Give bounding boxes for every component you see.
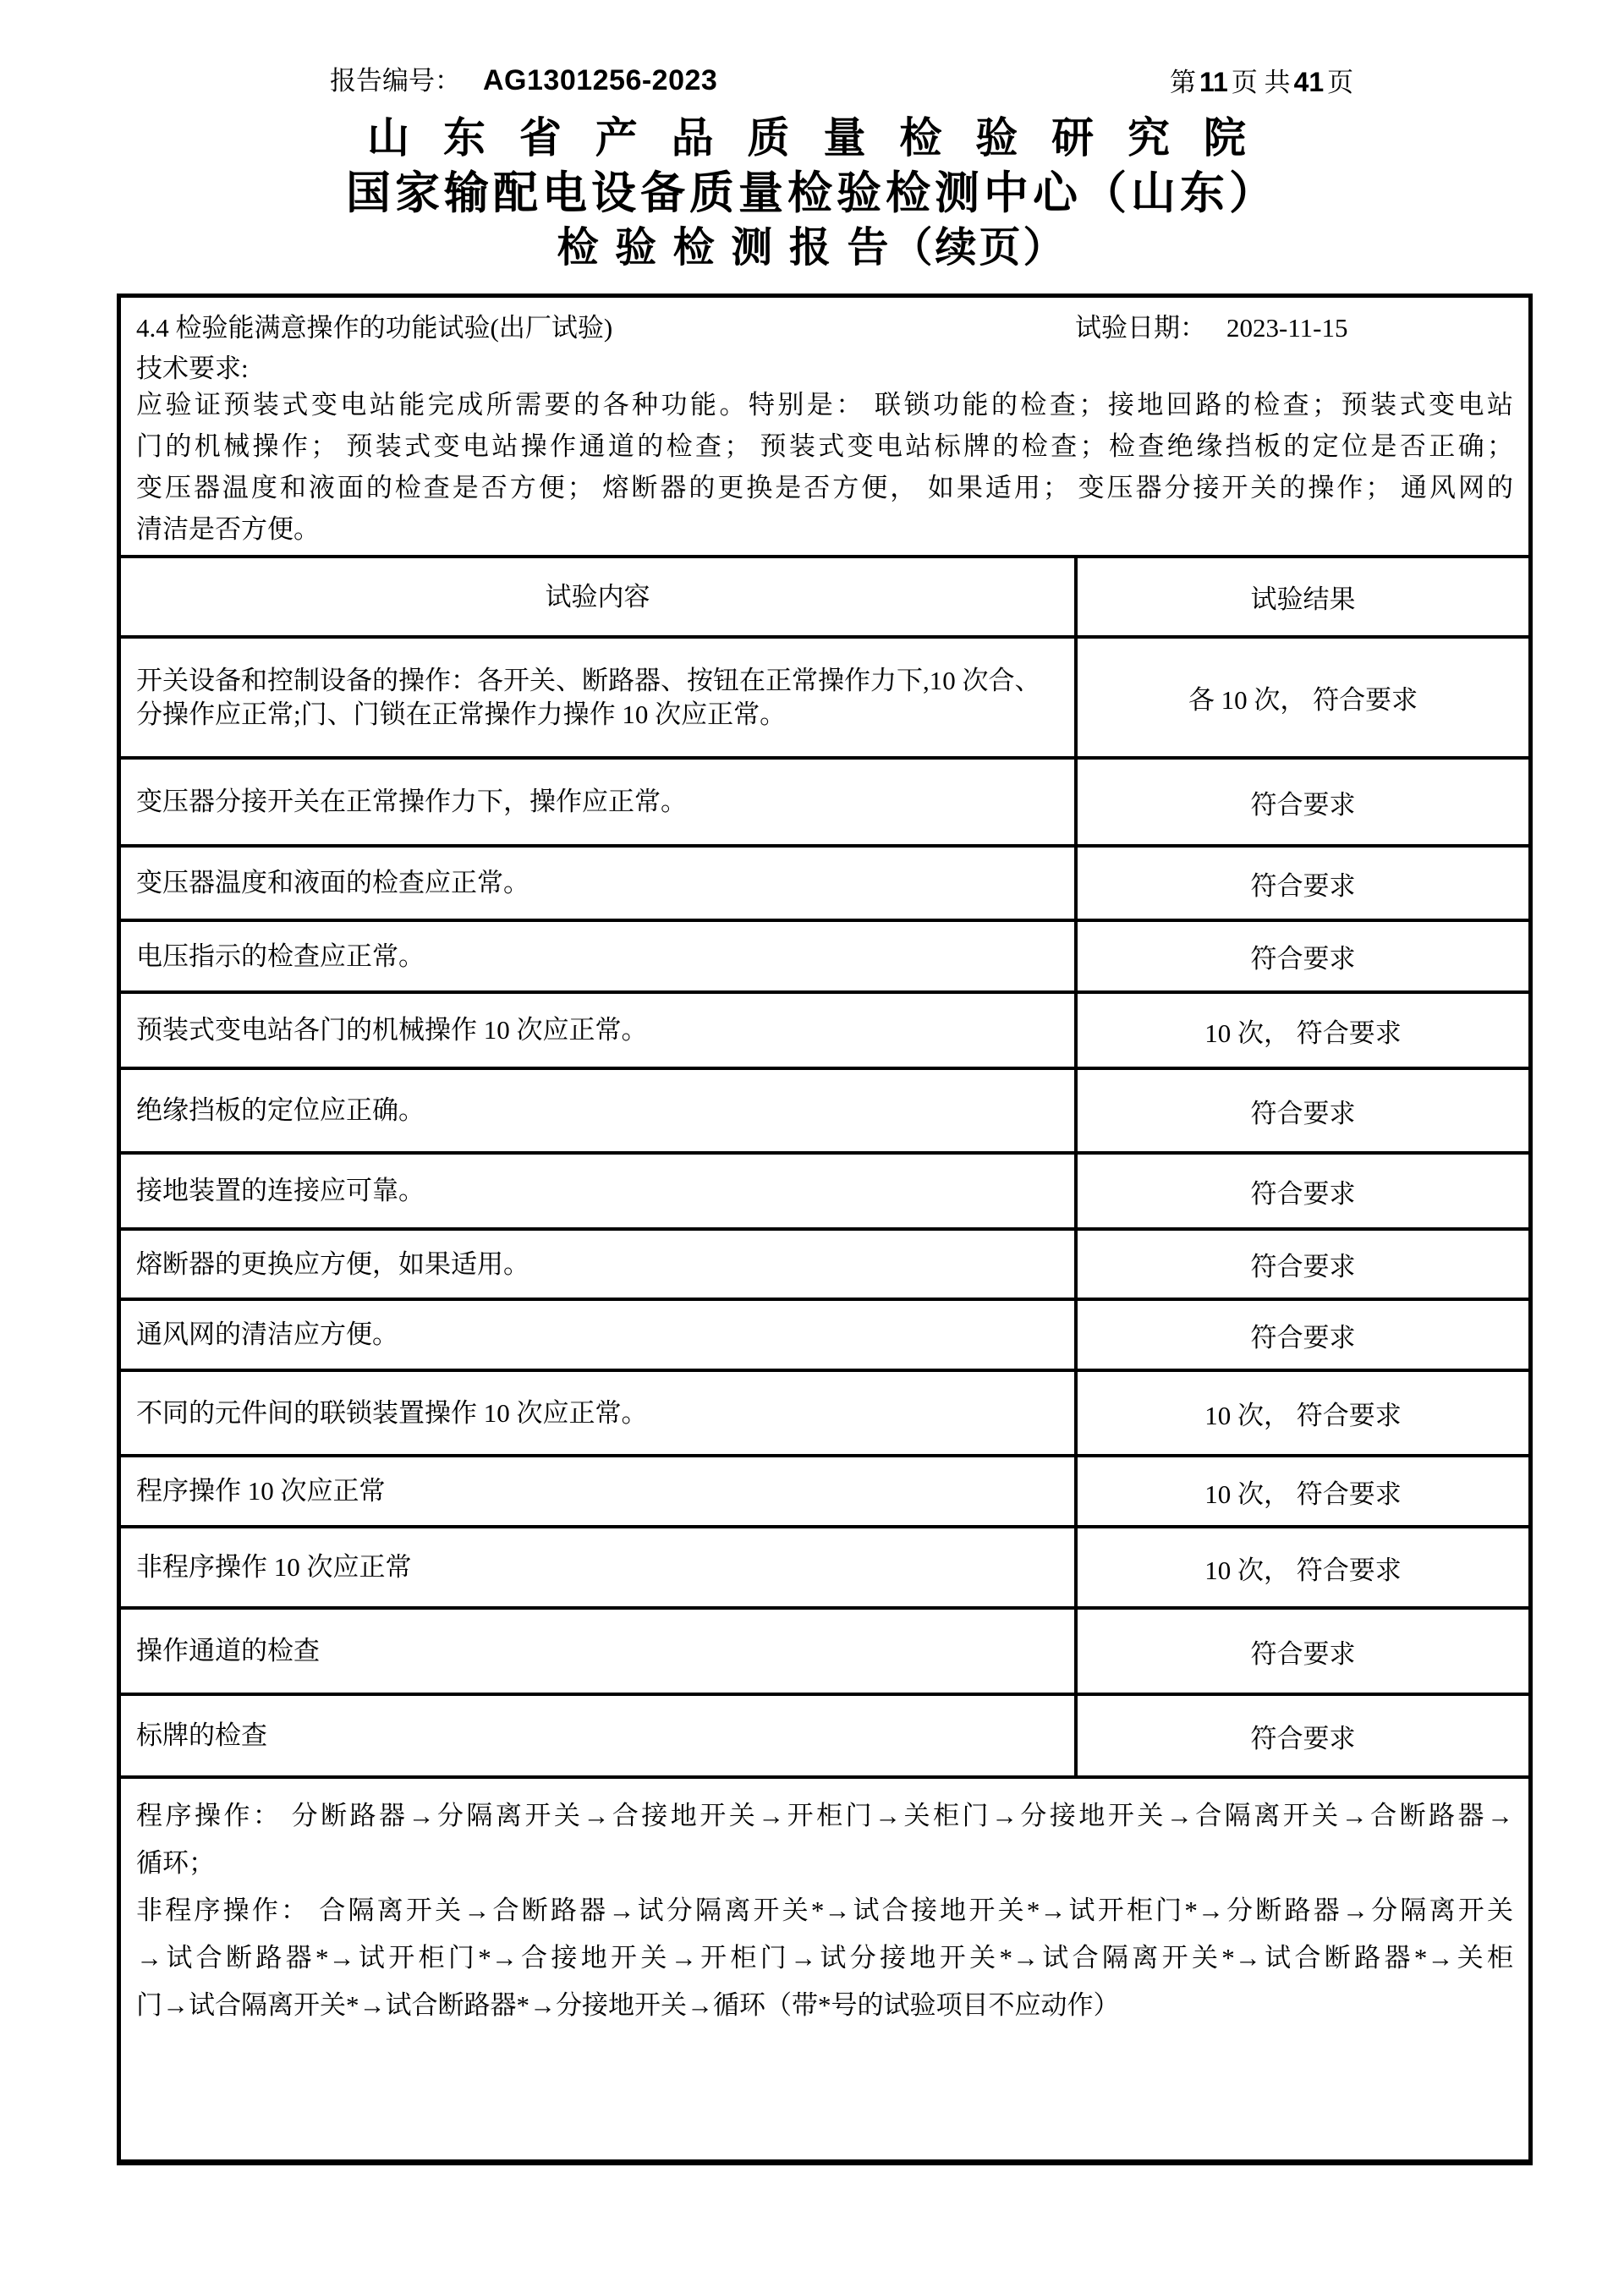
test-result-cell: 符合要求: [1250, 1638, 1356, 1669]
test-content-cell: 开关设备和控制设备的操作：各开关、断路器、按钮在正常操作力下,10 次合、分操作应正常;门、门锁在正常操作力操作 10 次应正常。: [121, 639, 1078, 756]
institute-name: 山 东 省 产 品 质 量 检 验 研 究 院: [367, 114, 1257, 162]
test-result-cell: 10 次， 符合要求: [1204, 1401, 1402, 1430]
test-content-cell: 标牌的检查: [121, 1696, 1078, 1775]
test-result-cell: 各 10 次， 符合要求: [1188, 685, 1418, 715]
tech-req-line: 门的机械操作； 预装式变电站操作通道的检查； 预装式变电站标牌的检查；检查绝缘挡板的定位是否正确；: [136, 431, 1513, 461]
test-date-label: 试验日期：: [1075, 313, 1206, 343]
page-number-line: [1170, 61, 1353, 99]
test-content-cell: 不同的元件间的联锁装置操作 10 次应正常。: [121, 1372, 1078, 1454]
page-mid: 页 共: [1231, 68, 1291, 97]
test-content-cell: 变压器温度和液面的检查应正常。: [121, 848, 1078, 919]
test-content-cell: 电压指示的检查应正常。: [121, 922, 1078, 990]
tech-req-line: 应验证预装式变电站能完成所需要的各种功能。特别是： 联锁功能的检查；接地回路的检查；预装式变电站: [136, 390, 1513, 420]
test-content-cell: 程序操作 10 次应正常: [121, 1457, 1078, 1525]
table-row: [121, 1693, 1528, 1775]
test-result-cell: 符合要求: [1250, 1252, 1356, 1281]
tech-req-line: 变压器温度和液面的检查是否方便； 熔断器的更换是否方便， 如果适用； 变压器分接开关的操作； 通风网的: [136, 473, 1513, 502]
table-row: [121, 1454, 1528, 1525]
test-content-cell: 通风网的清洁应方便。: [121, 1301, 1078, 1369]
table-row: [121, 1525, 1528, 1606]
column-header-result: 试验结果: [1250, 584, 1356, 614]
table-row: [121, 1227, 1528, 1298]
column-header-content: 试验内容: [121, 558, 1078, 635]
table-row: [121, 1606, 1528, 1693]
test-result-cell: 10 次， 符合要求: [1204, 1479, 1402, 1509]
table-row: [121, 1067, 1528, 1151]
page-prefix: 第: [1170, 68, 1196, 97]
procedure-operation-line: 程序操作： 分断路器→分隔离开关→合接地开关→开柜门→关柜门→分接地开关→合隔离开关→合断路器→: [136, 1801, 1513, 1830]
report-type-title: 检 验 检 测 报 告（续页）: [557, 225, 1067, 271]
table-row: [121, 1151, 1528, 1227]
test-content-cell: 绝缘挡板的定位应正确。: [121, 1070, 1078, 1151]
table-row: [121, 635, 1528, 756]
test-date-line: [1075, 306, 1348, 344]
test-result-cell: 符合要求: [1250, 944, 1356, 974]
page-total: 41: [1293, 67, 1325, 97]
test-result-cell: 符合要求: [1250, 870, 1356, 901]
test-result-cell: 符合要求: [1250, 1322, 1356, 1352]
test-content-cell: 操作通道的检查: [121, 1610, 1078, 1693]
report-number-line: [330, 59, 717, 97]
test-content-cell: 熔断器的更换应方便，如果适用。: [121, 1231, 1078, 1298]
test-content-cell: 接地装置的连接应可靠。: [121, 1155, 1078, 1227]
table-row: [121, 1298, 1528, 1369]
test-result-cell: 符合要求: [1250, 1723, 1356, 1753]
non-procedure-operation-line: 门→试合隔离开关*→试合断路器*→分接地开关→循环（带*号的试验项目不应动作）: [136, 1990, 1120, 2020]
table-row: [121, 756, 1528, 844]
test-result-cell: 符合要求: [1250, 789, 1356, 820]
table-row: [121, 1369, 1528, 1454]
table-header-row: [121, 555, 1528, 635]
test-result-cell: 10 次， 符合要求: [1204, 1018, 1402, 1048]
document-title: [0, 110, 1624, 274]
report-content-box: [117, 294, 1533, 2165]
procedure-operation-line: 循环；: [136, 1848, 215, 1878]
test-result-cell: 10 次， 符合要求: [1204, 1555, 1402, 1585]
operation-sequence-notes: [121, 1775, 1528, 2029]
tech-requirements-label: 技术要求:: [136, 354, 249, 383]
tech-requirements-paragraph: [136, 384, 1513, 550]
test-result-cell: 符合要求: [1250, 1178, 1356, 1209]
tech-req-line: 清洁是否方便。: [136, 514, 320, 544]
section-heading: 4.4 检验能满意操作的功能试验(出厂试验): [136, 313, 613, 343]
page-current: 11: [1199, 67, 1228, 97]
test-content-cell: 非程序操作 10 次应正常: [121, 1528, 1078, 1606]
test-content-cell: 变压器分接开关在正常操作力下，操作应正常。: [121, 760, 1078, 844]
test-content-cell: 预装式变电站各门的机械操作 10 次应正常。: [121, 994, 1078, 1067]
test-result-cell: 符合要求: [1250, 1098, 1356, 1128]
test-results-table: [121, 555, 1528, 1775]
table-row: [121, 919, 1528, 990]
center-name: 国家输配电设备质量检验检测中心（山东）: [346, 168, 1278, 218]
report-number-label: 报告编号：: [330, 66, 461, 96]
table-row: [121, 844, 1528, 919]
non-procedure-operation-line: 非程序操作： 合隔离开关→合断路器→试分隔离开关*→试合接地开关*→试开柜门*→分断路器→分隔离开关: [136, 1896, 1513, 1925]
table-row: [121, 990, 1528, 1067]
page-suffix: 页: [1327, 68, 1354, 97]
non-procedure-operation-line: →试合断路器*→试开柜门*→合接地开关→开柜门→试分接地开关*→试合隔离开关*→试合断路器*→关柜: [136, 1943, 1513, 1973]
test-date-value: 2023-11-15: [1226, 313, 1348, 343]
report-number-value: AG1301256-2023: [483, 64, 718, 96]
